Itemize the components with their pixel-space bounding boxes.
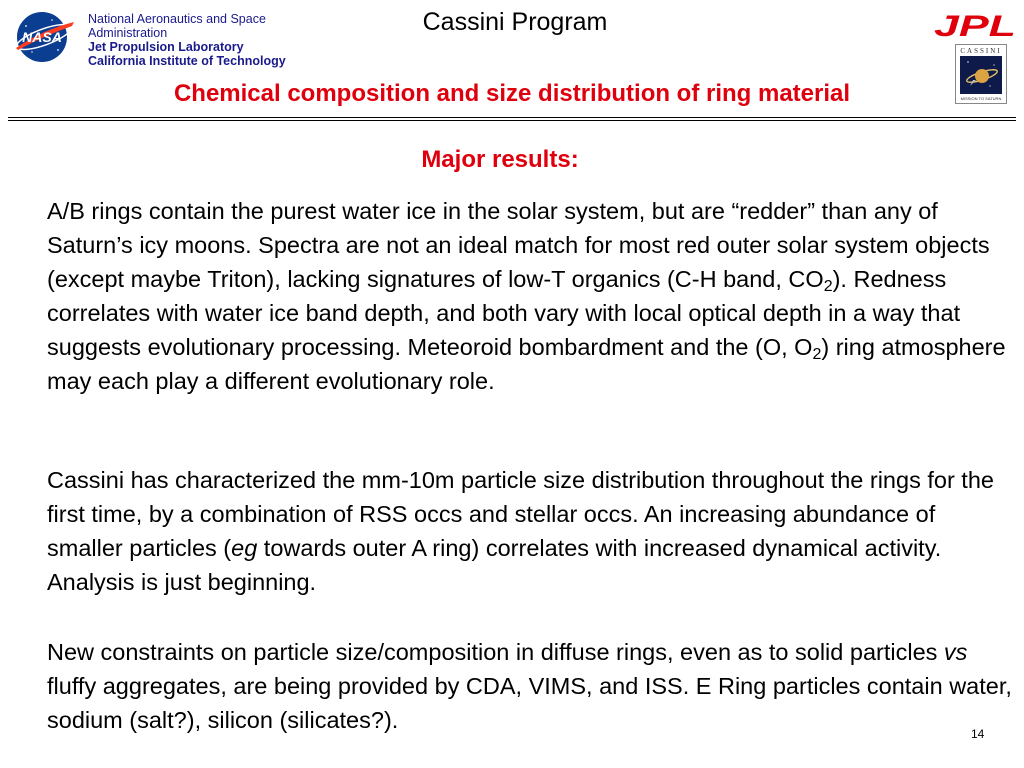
slide-title: Chemical composition and size distribution of ring material [173, 80, 851, 107]
text-run: A/B rings contain the purest water ice in the solar system, but are “redder” than any of Saturn’s icy moons. Spectra are not an ideal match for most red outer solar system objects (except maybe Triton), lacking signatures of low-T organics (C-H band, CO [47, 198, 990, 292]
text-run: fluffy aggregates, are being provided by CDA, VIMS, and ISS. E Ring particles contain water, sodium (salt?), silicon (silicates?). [47, 673, 1012, 733]
subscript: 2 [812, 346, 822, 363]
org-line-2: Administration [88, 26, 168, 40]
page-number: 14 [971, 727, 985, 741]
text-run: ) ring atmosphere may each play a different evolutionary role. [47, 334, 1006, 394]
paragraph-ring-composition [47, 194, 1017, 398]
organization-block [88, 12, 286, 68]
subscript: 2 [823, 278, 833, 295]
paragraph-diffuse-rings [47, 635, 1017, 737]
text-run: Cassini has characterized the mm-10m particle size distribution throughout the rings for the first time, by a combination of RSS occs and stellar occs. An increasing abundance of smaller particles ( [47, 467, 994, 561]
org-line-1: National Aeronautics and Space [88, 12, 266, 26]
jpl-logo-text: JPL [934, 10, 1016, 40]
text-run: New constraints on particle size/composition in diffuse rings, even as to solid particles [47, 639, 944, 665]
cassini-logo-subtext: MISSION TO SATURN [960, 96, 1002, 101]
italic-text: eg [231, 535, 258, 561]
nasa-logo [12, 10, 76, 64]
title-divider-bottom [8, 120, 1016, 121]
text-run: ). Redness correlates with water ice band depth, and both vary with local optical depth in a way that suggests evolutionary processing. Meteoroid bombardment and the (O, O [47, 266, 961, 360]
italic-text: vs [943, 639, 968, 665]
nasa-logo-text: NASA [22, 29, 62, 45]
section-heading: Major results: [421, 146, 579, 173]
jpl-logo [932, 10, 1018, 40]
org-line-4: California Institute of Technology [88, 54, 286, 68]
program-title: Cassini Program [422, 8, 608, 36]
org-line-3: Jet Propulsion Laboratory [88, 40, 244, 54]
text-run: towards outer A ring) correlates with increased dynamical activity. Analysis is just beginning. [47, 535, 942, 595]
cassini-logo-text: CASSINI [960, 47, 1002, 55]
paragraph-size-distribution [47, 463, 1017, 599]
title-divider-top [8, 117, 1016, 118]
